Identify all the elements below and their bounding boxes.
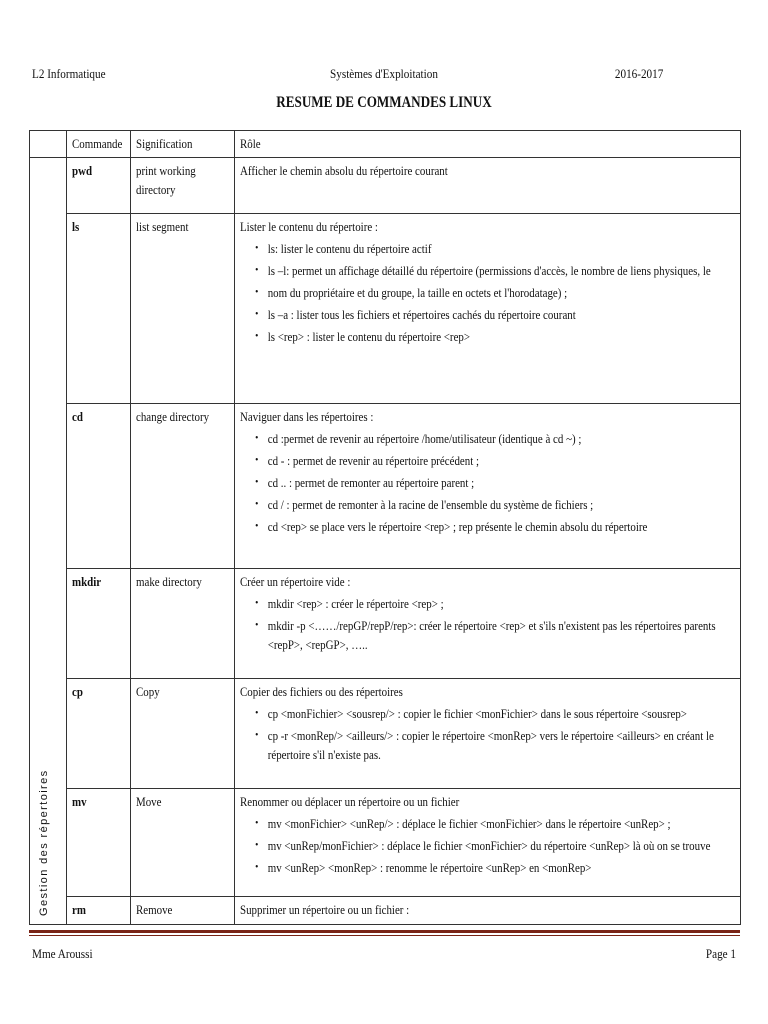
role-bullet-item bbox=[240, 616, 736, 654]
column-header-meaning bbox=[131, 131, 235, 158]
header-academic-year: 2016-2017 bbox=[614, 66, 663, 81]
command-meaning: list segment bbox=[136, 219, 189, 234]
command-name: cd bbox=[72, 409, 83, 424]
meaning-cell bbox=[131, 569, 235, 679]
meaning-cell bbox=[131, 214, 235, 404]
role-bullet-text: ls –l: permet un affichage détaillé du répertoire (permissions d'accès, le nombre de liens physiques, le bbox=[267, 263, 711, 278]
footer-divider-thin bbox=[29, 935, 740, 936]
section-cell bbox=[30, 158, 67, 925]
command-cell bbox=[67, 789, 131, 897]
meaning-cell bbox=[131, 897, 235, 925]
role-content bbox=[240, 682, 736, 767]
role-cell bbox=[235, 214, 741, 404]
role-bullet-text: ls –a : lister tous les fichiers et répertoires cachés du répertoire courant bbox=[267, 307, 576, 322]
header-course-name: L2 Informatique bbox=[32, 66, 106, 81]
role-content bbox=[240, 900, 736, 919]
command-name: rm bbox=[72, 902, 86, 917]
role-bullet-text: cd <rep> se place vers le répertoire <rep> ; rep présente le chemin absolu du répertoire bbox=[267, 519, 648, 534]
command-row-mv bbox=[30, 789, 741, 897]
role-intro: Supprimer un répertoire ou un fichier : bbox=[240, 902, 410, 917]
command-name: mv bbox=[72, 794, 87, 809]
role-bullet-text: ls <rep> : lister le contenu du répertoire <rep> bbox=[267, 329, 471, 344]
role-bullet-list bbox=[240, 704, 736, 764]
role-bullet-item bbox=[240, 429, 736, 448]
document-title: RESUME DE COMMANDES LINUX bbox=[276, 94, 492, 111]
meaning-cell bbox=[131, 404, 235, 569]
role-content bbox=[240, 161, 736, 180]
role-bullet-text: cd / : permet de remonter à la racine de l'ensemble du système de fichiers ; bbox=[267, 497, 594, 512]
meaning-cell bbox=[131, 789, 235, 897]
role-bullet-text: mv <unRep/monFichier> : déplace le fichier <monFichier> du répertoire <unRep> là où on se trouve bbox=[267, 838, 711, 853]
header-subject: Systèmes d'Exploitation bbox=[330, 66, 438, 81]
role-content bbox=[240, 792, 736, 880]
role-cell bbox=[235, 569, 741, 679]
role-bullet-list bbox=[240, 814, 736, 877]
command-meaning: Remove bbox=[136, 902, 173, 917]
role-bullet-item bbox=[240, 726, 736, 764]
role-bullet-item bbox=[240, 814, 736, 833]
role-cell bbox=[235, 789, 741, 897]
table-header-row bbox=[30, 131, 741, 158]
footer-divider-thick bbox=[29, 930, 740, 933]
footer-author: Mme Aroussi bbox=[32, 946, 93, 961]
section-label: Gestion des répertoires bbox=[38, 769, 50, 916]
role-bullet-item bbox=[240, 495, 736, 514]
command-meaning: change directory bbox=[136, 409, 210, 424]
role-bullet-item bbox=[240, 327, 736, 346]
command-row-cp bbox=[30, 679, 741, 789]
commands-table bbox=[29, 130, 741, 925]
role-bullet-text: cd - : permet de revenir au répertoire précédent ; bbox=[267, 453, 480, 468]
role-bullet-item bbox=[240, 283, 736, 302]
role-bullet-text: ls: lister le contenu du répertoire actif bbox=[267, 241, 432, 256]
command-row-pwd bbox=[30, 158, 741, 214]
command-cell bbox=[67, 158, 131, 214]
role-cell bbox=[235, 897, 741, 925]
role-bullet-item bbox=[240, 451, 736, 470]
role-bullet-item bbox=[240, 517, 736, 536]
role-cell bbox=[235, 679, 741, 789]
footer-page-number: Page 1 bbox=[705, 946, 736, 961]
command-row-ls bbox=[30, 214, 741, 404]
role-bullet-text: cp <monFichier> <sousrep/> : copier le fichier <monFichier> dans le sous répertoire <sousrep> bbox=[267, 706, 687, 721]
role-bullet-text: mv <monFichier> <unRep/> : déplace le fichier <monFichier> dans le répertoire <unRep> ; bbox=[267, 816, 671, 831]
meaning-cell bbox=[131, 158, 235, 214]
meaning-cell bbox=[131, 679, 235, 789]
role-bullet-text: mv <unRep> <monRep> : renomme le répertoire <unRep> en <monRep> bbox=[267, 860, 592, 875]
command-name: cp bbox=[72, 684, 83, 699]
column-header-meaning-label: Signification bbox=[136, 136, 193, 151]
role-bullet-text: cd :permet de revenir au répertoire /home/utilisateur (identique à cd ~) ; bbox=[267, 431, 582, 446]
command-meaning: Copy bbox=[136, 684, 160, 699]
role-bullet-item bbox=[240, 305, 736, 324]
role-bullet-item bbox=[240, 594, 736, 613]
role-bullet-item bbox=[240, 858, 736, 877]
command-cell bbox=[67, 569, 131, 679]
role-bullet-list bbox=[240, 594, 736, 654]
role-cell bbox=[235, 404, 741, 569]
role-bullet-text: mkdir <rep> : créer le répertoire <rep> ; bbox=[267, 596, 444, 611]
column-header-command-label: Commande bbox=[72, 136, 123, 151]
command-name: pwd bbox=[72, 163, 93, 178]
command-meaning: make directory bbox=[136, 574, 202, 589]
command-name: ls bbox=[72, 219, 80, 234]
role-intro: Lister le contenu du répertoire : bbox=[240, 219, 378, 234]
commands-table-body bbox=[30, 131, 741, 925]
role-bullet-text: nom du propriétaire et du groupe, la taille en octets et l'horodatage) ; bbox=[267, 285, 568, 300]
role-intro: Naviguer dans les répertoires : bbox=[240, 409, 374, 424]
role-bullet-text: cd .. : permet de remonter au répertoire parent ; bbox=[267, 475, 475, 490]
command-cell bbox=[67, 679, 131, 789]
header-blank-cell bbox=[30, 131, 67, 158]
role-content bbox=[240, 407, 736, 539]
role-intro: Afficher le chemin absolu du répertoire courant bbox=[240, 163, 448, 178]
command-row-cd bbox=[30, 404, 741, 569]
column-header-command bbox=[67, 131, 131, 158]
command-meaning: Move bbox=[136, 794, 162, 809]
role-bullet-item bbox=[240, 473, 736, 492]
command-name: mkdir bbox=[72, 574, 102, 589]
role-content bbox=[240, 217, 736, 349]
role-bullet-item bbox=[240, 836, 736, 855]
role-content bbox=[240, 572, 736, 657]
role-bullet-list bbox=[240, 239, 736, 346]
command-cell bbox=[67, 404, 131, 569]
role-cell bbox=[235, 158, 741, 214]
role-bullet-item bbox=[240, 704, 736, 723]
column-header-role-label: Rôle bbox=[240, 136, 261, 151]
command-meaning: print working directory bbox=[136, 163, 196, 197]
role-bullet-text: mkdir -p <……/repGP/repP/rep>: créer le répertoire <rep> et s'ils n'existent pas les répertoires parents <repP>, <repGP>, ….. bbox=[267, 618, 716, 652]
role-bullet-list bbox=[240, 429, 736, 536]
command-row-mkdir bbox=[30, 569, 741, 679]
command-cell bbox=[67, 214, 131, 404]
command-row-rm bbox=[30, 897, 741, 925]
role-bullet-item bbox=[240, 239, 736, 258]
command-cell bbox=[67, 897, 131, 925]
role-bullet-text: cp -r <monRep/> <ailleurs/> : copier le répertoire <monRep> vers le répertoire <ailleurs> en créant le répertoire s'il n'existe pas. bbox=[267, 728, 714, 762]
role-intro: Créer un répertoire vide : bbox=[240, 574, 351, 589]
role-intro: Renommer ou déplacer un répertoire ou un fichier bbox=[240, 794, 460, 809]
role-intro: Copier des fichiers ou des répertoires bbox=[240, 684, 403, 699]
column-header-role bbox=[235, 131, 741, 158]
role-bullet-item bbox=[240, 261, 736, 280]
